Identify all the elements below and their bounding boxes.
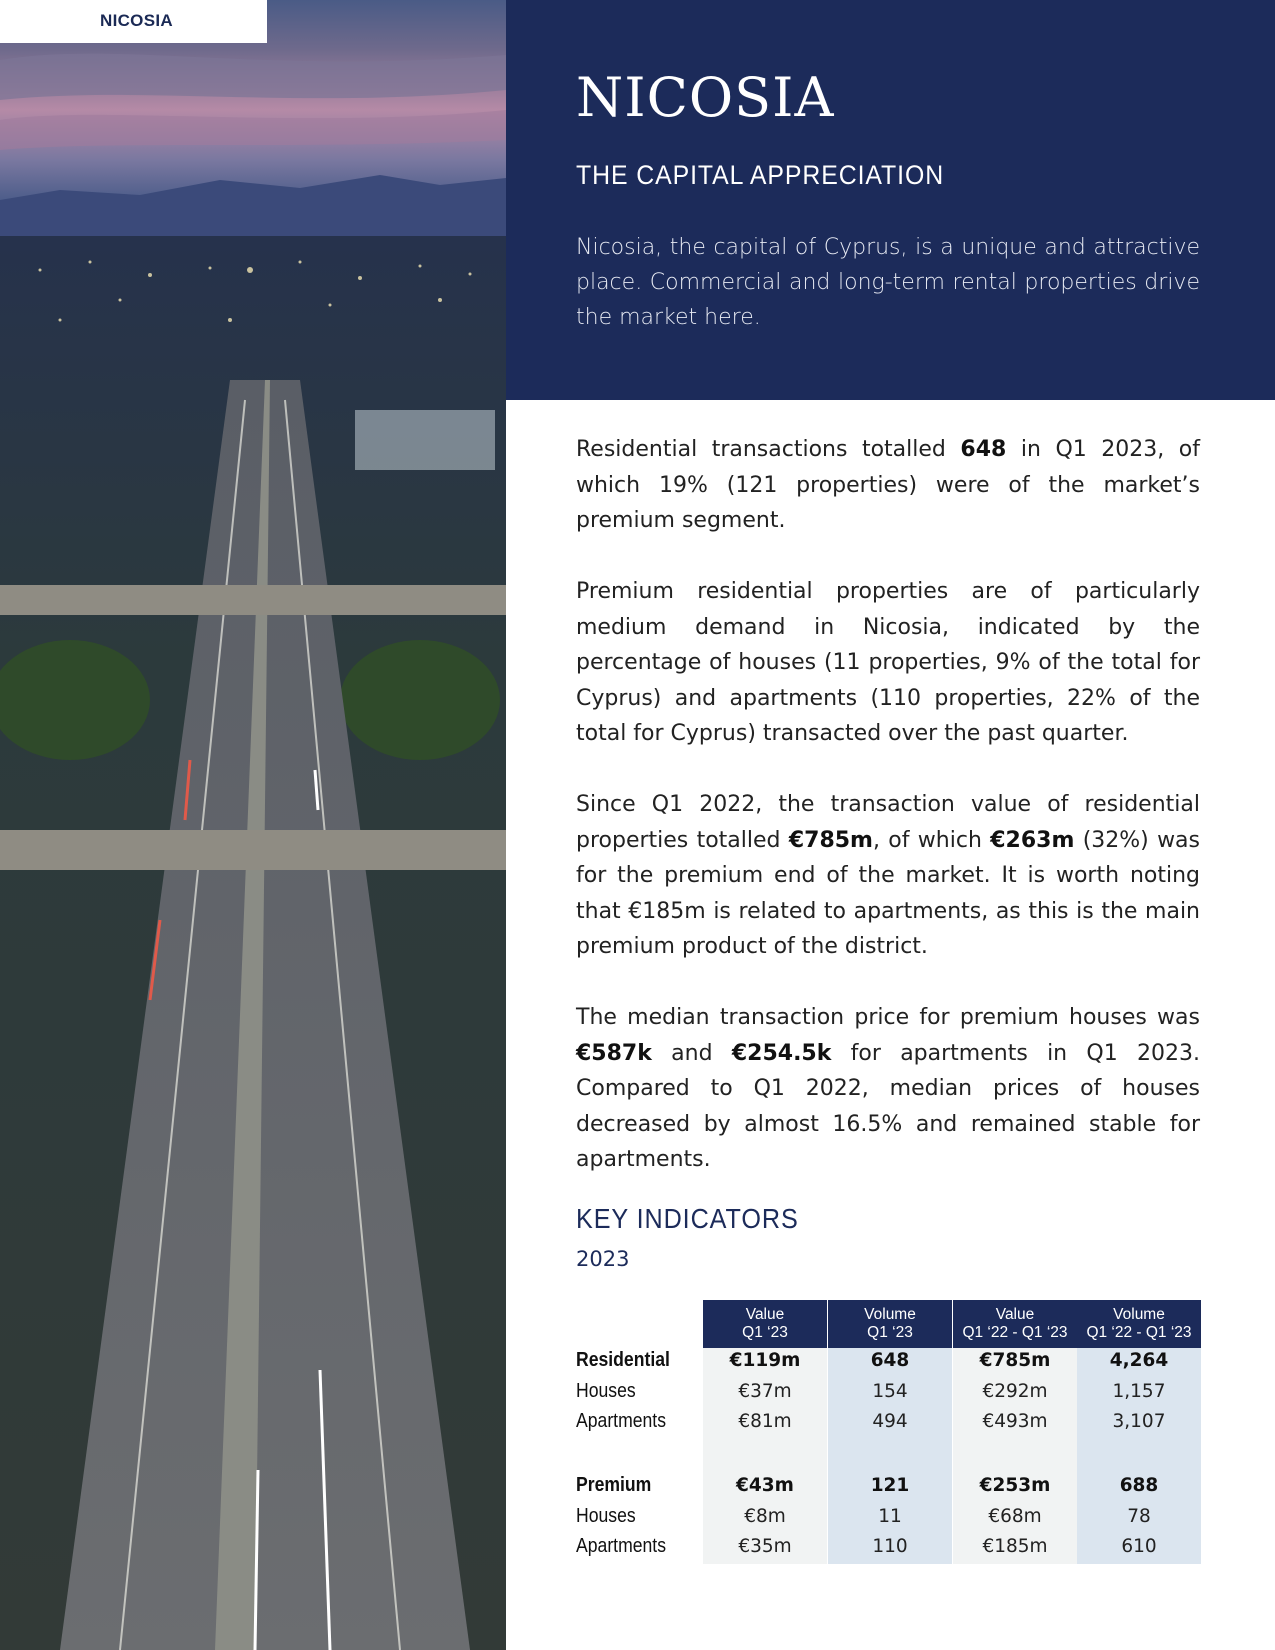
column-header: [703, 1300, 827, 1348]
column-header: [953, 1300, 1077, 1348]
paragraph-median-price: [576, 1000, 1200, 1178]
table-cell: 610: [1121, 1536, 1157, 1557]
page-subtitle: THE CAPITAL APPRECIATION: [576, 160, 945, 190]
text-run: Residential transactions totalled: [576, 437, 961, 462]
page-title: NICOSIA: [576, 66, 835, 129]
key-indicators-title: KEY INDICATORS: [576, 1203, 799, 1234]
highlight-value: €263m: [990, 827, 1075, 853]
row-label: Houses: [576, 1505, 636, 1527]
header-line: Q1 ‘23: [867, 1324, 913, 1341]
paragraph-premium-demand: Premium residential properties are of particularly medium demand in Nicosia, indicated by the percentage of houses (11 properties, 9% of the total for Cyprus) and apartments (110 properties, 22% of the total for Cyprus) transacted over the past quarter.: [576, 579, 1200, 746]
table-cell: 1,157: [1112, 1381, 1166, 1402]
section-tag-label: NICOSIA: [100, 11, 173, 30]
table-cell: €493m: [982, 1411, 1048, 1432]
row-label: Apartments: [576, 1410, 666, 1432]
key-indicators-year: 2023: [576, 1247, 630, 1271]
text-run: , of which: [872, 827, 991, 853]
highlight-value: €785m: [788, 827, 873, 853]
intro-paragraph: Nicosia, the capital of Cyprus, is a unique and attractive place. Commercial and long-term rental properties drive the market here.: [576, 235, 1200, 330]
table-cell: €35m: [738, 1536, 792, 1557]
table-cell: €37m: [738, 1381, 792, 1402]
text-run: (32%) was for the premium end of the market. It is worth noting that €185m is related to apartments, as this is the main premium product of the district.: [576, 827, 1201, 959]
table-cell: €185m: [982, 1536, 1048, 1557]
section-tag: [0, 0, 267, 43]
row-label: Apartments: [576, 1535, 666, 1557]
table-cell: 110: [872, 1536, 908, 1557]
header-line: Volume: [1113, 1306, 1165, 1323]
column-header: [1077, 1300, 1201, 1348]
text-run: and: [651, 1040, 732, 1066]
table-cell: 3,107: [1112, 1411, 1166, 1432]
column-header: [828, 1300, 952, 1348]
row-label: Premium: [576, 1474, 652, 1496]
table-cell: 154: [872, 1381, 908, 1402]
paragraph-transaction-value: [576, 787, 1200, 965]
header-line: Q1 ‘22 - Q1 ‘23: [962, 1324, 1068, 1341]
header-panel: [506, 0, 1275, 400]
table-cell: 121: [870, 1475, 910, 1496]
text-run: in Q1 2023, of which 19% (121 properties) were of the market’s premium segment.: [576, 437, 1200, 533]
header-line: Value: [745, 1306, 785, 1323]
paragraph-residential-transactions: [576, 432, 1200, 539]
header-line: Q1 ‘23: [742, 1324, 788, 1341]
header-line: Q1 ‘22 - Q1 ‘23: [1086, 1324, 1192, 1341]
table-cell: 494: [872, 1411, 908, 1432]
highlight-value: €254.5k: [731, 1040, 832, 1066]
highlight-value: €587k: [576, 1040, 652, 1066]
row-label: Residential: [576, 1349, 670, 1371]
table-cell: €119m: [729, 1350, 801, 1371]
table-cell: €785m: [979, 1350, 1051, 1371]
table-cell: €8m: [744, 1506, 786, 1527]
aerial-highway-photo: [0, 0, 506, 1650]
table-cell: 648: [870, 1350, 910, 1371]
table-cell: 4,264: [1109, 1350, 1169, 1371]
text-run: for apartments in Q1 2023. Compared to Q1 2022, median prices of houses decreased by almost 16.5% and remained stable for apartments.: [576, 1040, 1200, 1172]
table-cell: €68m: [988, 1506, 1042, 1527]
table-cell: 78: [1127, 1506, 1151, 1527]
table-cell: €253m: [979, 1475, 1051, 1496]
table-cell: €43m: [736, 1475, 794, 1496]
highlight-value: 648: [960, 437, 1007, 462]
text-run: The median transaction price for premium houses was: [576, 1005, 1200, 1030]
table-cell: €81m: [738, 1411, 792, 1432]
header-line: Value: [995, 1306, 1035, 1323]
table-cell: 688: [1119, 1475, 1159, 1496]
header-line: Volume: [864, 1306, 916, 1323]
table-cell: €292m: [982, 1381, 1048, 1402]
row-label: Houses: [576, 1380, 636, 1402]
text-run: Since Q1 2022, the transaction value of residential properties totalled: [576, 792, 1200, 853]
table-cell: 11: [878, 1506, 902, 1527]
